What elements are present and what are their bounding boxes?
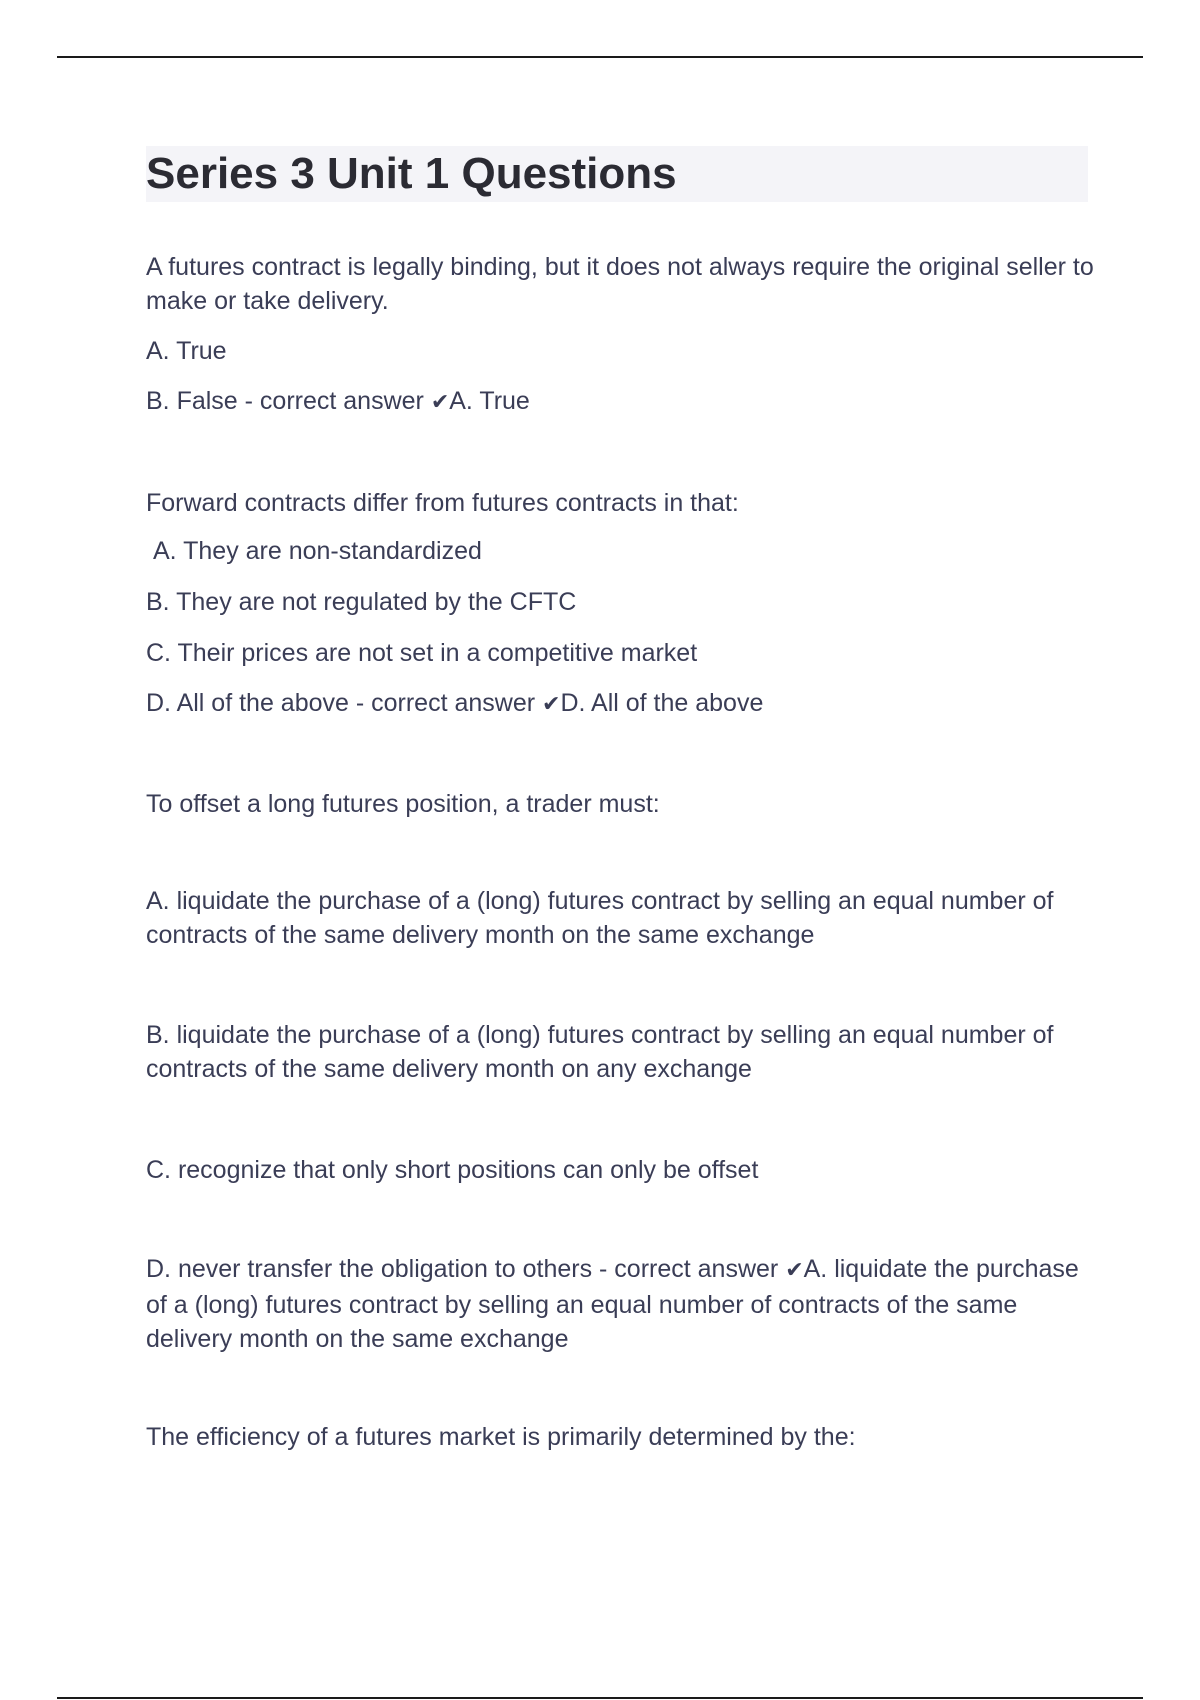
question-2-answer: D. All of the above: [560, 689, 764, 717]
question-1-option-b: [146, 384, 1096, 420]
checkmark-icon: ✔: [542, 692, 561, 717]
question-2-option-a: A. They are non-standardized: [153, 537, 482, 565]
question-3-option-c: C. recognize that only short positions can only be offset: [146, 1156, 759, 1184]
checkmark-icon: ✔: [430, 390, 450, 415]
question-2-option-d-text: D. All of the above - correct answer: [146, 689, 543, 717]
question-3-option-b: B. liquidate the purchase of a (long) futures contract by selling an equal number of contracts of the same delivery month on any exchange: [146, 1021, 1054, 1083]
question-3-option-d: [146, 1252, 1096, 1356]
question-3-answer: A. liquidate the purchase of a (long) futures contract by selling an equal number of contracts of the same delivery month on the same exchange: [146, 1255, 1079, 1353]
checkmark-icon: ✔: [785, 1258, 804, 1283]
top-rule: [57, 56, 1143, 58]
question-3-option-d-text: D. never transfer the obligation to others - correct answer: [146, 1255, 786, 1283]
question-1-option-b-text: B. False - correct answer: [146, 387, 431, 415]
question-3-option-a: A. liquidate the purchase of a (long) futures contract by selling an equal number of contracts of the same delivery month on the same exchange: [146, 887, 1054, 949]
question-2-option-c: C. Their prices are not set in a competitive market: [146, 639, 698, 667]
question-2-prompt: Forward contracts differ from futures contracts in that:: [146, 489, 739, 517]
bottom-rule: [57, 1697, 1143, 1699]
question-1-prompt: A futures contract is legally binding, but it does not always require the original seller to make or take delivery.: [146, 253, 1094, 315]
question-1-answer: A. True: [449, 387, 530, 415]
question-2-option-d: [146, 686, 1096, 722]
page-title: Series 3 Unit 1 Questions: [146, 146, 1088, 202]
question-2-option-b: B. They are not regulated by the CFTC: [146, 588, 577, 616]
question-1-option-a: A. True: [146, 337, 227, 365]
question-4-prompt: The efficiency of a futures market is primarily determined by the:: [146, 1423, 856, 1451]
question-3-prompt: To offset a long futures position, a trader must:: [146, 790, 660, 818]
